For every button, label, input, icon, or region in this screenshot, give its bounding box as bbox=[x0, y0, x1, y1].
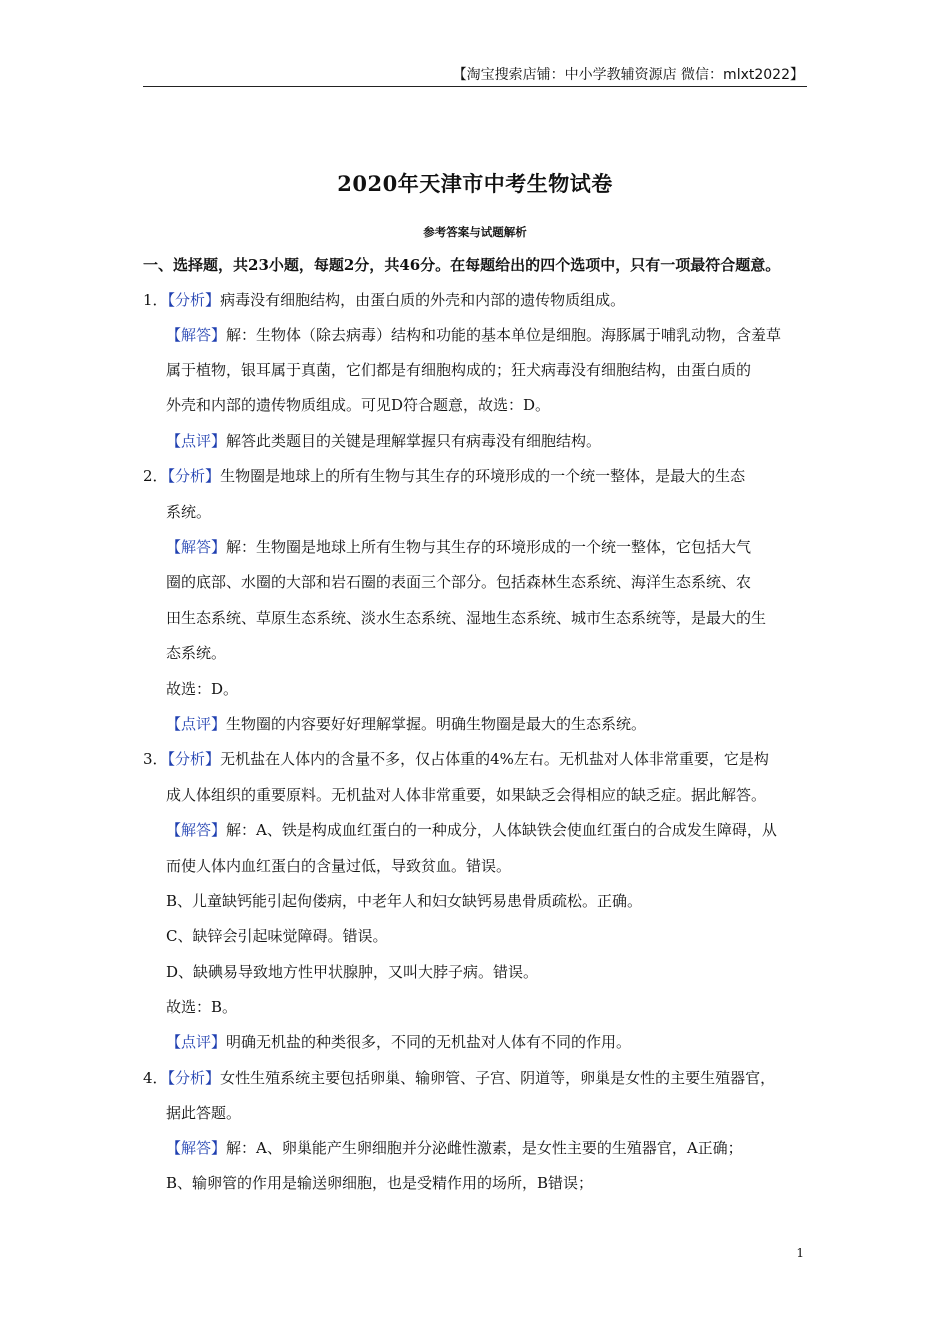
question-2-answer-line: 田生态系统、草原生态系统、淡水生态系统、湿地生态系统、城市生态系统等，是最大的生 bbox=[166, 609, 767, 627]
comment-tag: 【点评】 bbox=[166, 715, 227, 733]
question-1-comment: 【点评】解答此类题目的关键是理解掌握只有病毒没有细胞结构。 bbox=[166, 432, 602, 450]
question-number: 2． bbox=[143, 467, 168, 485]
question-number: 1． bbox=[143, 291, 168, 309]
question-number: 4． bbox=[143, 1069, 168, 1087]
header-divider bbox=[143, 86, 807, 87]
page-title: 2020年天津市中考生物试卷 bbox=[337, 171, 613, 196]
question-3-answer-line: D、缺碘易导致地方性甲状腺肿，又叫大脖子病。错误。 bbox=[166, 963, 539, 981]
question-1-analysis: 1．【分析】病毒没有细胞结构，由蛋白质的外壳和内部的遗传物质组成。 bbox=[143, 291, 626, 309]
question-1-answer-line: 外壳和内部的遗传物质组成。可见D符合题意，故选：D。 bbox=[166, 396, 551, 414]
question-2-answer-line: 态系统。 bbox=[166, 644, 227, 662]
question-3-answer-line: 【解答】解：A、铁是构成血红蛋白的一种成分，人体缺铁会使血红蛋白的合成发生障碍，从 bbox=[166, 821, 777, 839]
question-2-analysis: 2．【分析】生物圈是地球上的所有生物与其生存的环境形成的一个统一整体，是最大的生态 bbox=[143, 467, 746, 485]
analysis-tag: 【分析】 bbox=[167, 467, 221, 485]
question-1-answer-line: 【解答】解：生物体（除去病毒）结构和功能的基本单位是细胞。海豚属于哺乳动物，含羞草 bbox=[166, 326, 782, 344]
page-number: 1 bbox=[796, 1246, 804, 1260]
question-3-analysis-line: 成人体组织的重要原料。无机盐对人体非常重要，如果缺乏会得相应的缺乏症。据此解答。 bbox=[166, 786, 767, 804]
question-2-answer-line: 圈的底部、水圈的大部和岩石圈的表面三个部分。包括森林生态系统、海洋生态系统、农 bbox=[166, 573, 752, 591]
analysis-tag: 【分析】 bbox=[167, 750, 221, 768]
question-3-choice: 故选：B。 bbox=[166, 998, 238, 1016]
question-3-answer-line: C、缺锌会引起味觉障碍。错误。 bbox=[166, 927, 388, 945]
answer-tag: 【解答】 bbox=[166, 821, 227, 839]
question-number: 3． bbox=[143, 750, 168, 768]
question-2-answer-line: 【解答】解：生物圈是地球上所有生物与其生存的环境形成的一个统一整体，它包括大气 bbox=[166, 538, 752, 556]
question-1-answer-line: 属于植物，银耳属于真菌，它们都是有细胞构成的；狂犬病毒没有细胞结构，由蛋白质的 bbox=[166, 361, 752, 379]
analysis-tag: 【分析】 bbox=[167, 291, 221, 309]
question-2-analysis-line: 系统。 bbox=[166, 503, 212, 521]
question-3-comment: 【点评】明确无机盐的种类很多，不同的无机盐对人体有不同的作用。 bbox=[166, 1033, 632, 1051]
page-subtitle: 参考答案与试题解析 bbox=[423, 225, 527, 239]
question-2-choice: 故选：D。 bbox=[166, 680, 239, 698]
question-4-answer-line: 【解答】解：A、卵巢能产生卵细胞并分泌雌性激素，是女性主要的生殖器官，A正确； bbox=[166, 1139, 743, 1157]
comment-tag: 【点评】 bbox=[166, 1033, 227, 1051]
answer-tag: 【解答】 bbox=[166, 538, 227, 556]
answer-tag: 【解答】 bbox=[166, 326, 227, 344]
answer-tag: 【解答】 bbox=[166, 1139, 227, 1157]
question-2-comment: 【点评】生物圈的内容要好好理解掌握。明确生物圈是最大的生态系统。 bbox=[166, 715, 647, 733]
question-4-analysis-line: 据此答题。 bbox=[166, 1104, 242, 1122]
question-4-analysis: 4．【分析】女性生殖系统主要包括卵巢、输卵管、子宫、阴道等，卵巢是女性的主要生殖器官， bbox=[143, 1069, 776, 1087]
question-4-answer-line: B、输卵管的作用是输送卵细胞，也是受精作用的场所，B错误； bbox=[166, 1174, 594, 1192]
comment-tag: 【点评】 bbox=[166, 432, 227, 450]
question-3-analysis: 3．【分析】无机盐在人体内的含量不多，仅占体重的4%左右。无机盐对人体非常重要，它是构 bbox=[143, 750, 769, 768]
page-header: 【淘宝搜索店铺：中小学教辅资源店 微信：mlxt2022】 bbox=[452, 67, 804, 83]
question-3-answer-line: B、儿童缺钙能引起佝偻病，中老年人和妇女缺钙易患骨质疏松。正确。 bbox=[166, 892, 643, 910]
analysis-tag: 【分析】 bbox=[167, 1069, 221, 1087]
section-heading: 一、选择题，共23小题，每题2分，共46分。在每题给出的四个选项中，只有一项最符合题意。 bbox=[143, 256, 781, 274]
question-3-answer-line: 而使人体内血红蛋白的含量过低，导致贫血。错误。 bbox=[166, 857, 512, 875]
